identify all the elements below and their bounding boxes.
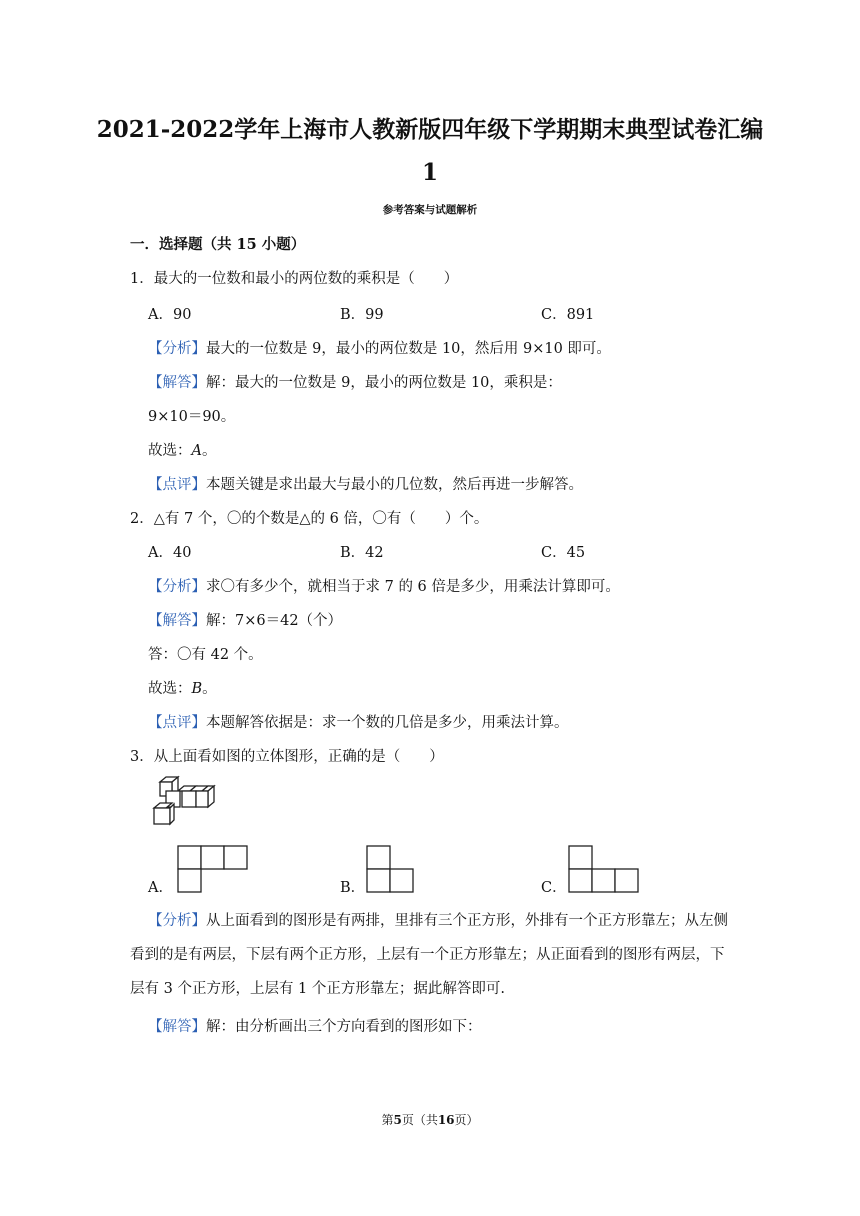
q1-comment-text: 本题关键是求出最大与最小的几位数，然后再进一步解答。 — [206, 477, 583, 493]
q3-stem: 3．从上面看如图的立体图形，正确的是（ ） — [130, 749, 444, 765]
document-subtitle: 参考答案与试题解析 — [382, 204, 478, 216]
document-title-line2: 1 — [421, 159, 438, 186]
footer-total-pages: 16 — [437, 1113, 455, 1127]
answer-tag: 【解答】 — [148, 1019, 206, 1035]
footer-middle: 页（共 — [401, 1113, 438, 1127]
q2-choice — [148, 677, 217, 698]
analysis-tag: 【分析】 — [148, 913, 206, 929]
comment-tag: 【点评】 — [148, 477, 206, 493]
answer-tag: 【解答】 — [148, 613, 206, 629]
q2-stem: 2．△有 7 个，〇的个数是△的 6 倍，〇有（ ）个。 — [130, 511, 489, 527]
q1-analysis — [148, 337, 611, 358]
q1-answer-text: 解：最大的一位数是 9，最小的两位数是 10，乘积是： — [206, 375, 562, 391]
q3-option-b-figure — [366, 845, 416, 893]
q2-answer-text: 解：7×6＝42（个） — [206, 613, 343, 629]
q1-choice-prefix: 故选： — [148, 443, 192, 459]
q1-comment — [148, 473, 583, 494]
page-footer — [0, 1111, 860, 1128]
q3-option-a-figure — [177, 845, 249, 893]
q1-choice-suffix: 。 — [201, 443, 217, 459]
q1-option-a: A．90 — [148, 307, 192, 323]
q3-answer-text: 解：由分析画出三个方向看到的图形如下： — [206, 1019, 482, 1035]
section-heading: 一．选择题（共 15 小题） — [130, 236, 306, 253]
q2-option-c: C．45 — [541, 545, 586, 561]
footer-suffix: 页） — [454, 1113, 479, 1127]
analysis-tag: 【分析】 — [148, 579, 206, 595]
q1-choice — [148, 439, 216, 460]
q2-reply: 答：〇有 42 个。 — [148, 647, 263, 663]
q2-option-a: A．40 — [148, 545, 192, 561]
q2-analysis — [148, 575, 620, 596]
answer-tag: 【解答】 — [148, 375, 206, 391]
q1-choice-letter: A — [191, 443, 202, 459]
q1-calculation: 9×10＝90。 — [148, 409, 236, 425]
q2-analysis-text: 求〇有多少个，就相当于求 7 的 6 倍是多少，用乘法计算即可。 — [206, 579, 620, 595]
q1-option-c: C．891 — [541, 307, 595, 323]
q1-stem: 1．最大的一位数和最小的两位数的乘积是（ ） — [130, 271, 459, 287]
q1-answer — [148, 371, 562, 392]
q2-option-b: B．42 — [340, 545, 384, 561]
footer-prefix: 第 — [381, 1113, 394, 1127]
q3-option-b-label: B． — [340, 880, 366, 896]
q2-choice-prefix: 故选： — [148, 681, 192, 697]
q3-analysis — [130, 904, 730, 1006]
q2-choice-letter: B — [191, 681, 203, 697]
q2-comment — [148, 711, 569, 732]
q3-option-c-label: C． — [541, 880, 567, 896]
q3-answer — [148, 1015, 482, 1036]
q2-answer — [148, 609, 342, 630]
q1-option-b: B．99 — [340, 307, 384, 323]
q2-comment-text: 本题解答依据是：求一个数的几倍是多少，用乘法计算。 — [206, 715, 569, 731]
q2-choice-suffix: 。 — [202, 681, 217, 697]
comment-tag: 【点评】 — [148, 715, 206, 731]
footer-page-number: 5 — [393, 1113, 402, 1127]
q3-analysis-text: 从上面看到的图形是有两排，里排有三个正方形，外排有一个正方形靠左；从左侧看到的是有两层，下层有两个正方形，上层有一个正方形靠左；从正面看到的图形有两层，下层有 3 个正方形，上层有 1 个正方形靠左；据此解答即可. — [130, 913, 728, 997]
document-title-line1: 2021-2022学年上海市人教新版四年级下学期期末典型试卷汇编 — [96, 116, 764, 143]
q1-analysis-text: 最大的一位数是 9，最小的两位数是 10，然后用 9×10 即可。 — [206, 341, 611, 357]
q3-option-c-figure — [568, 845, 640, 893]
cube-stack-figure — [148, 778, 220, 830]
analysis-tag: 【分析】 — [148, 341, 206, 357]
q3-option-a-label: A． — [148, 880, 173, 896]
